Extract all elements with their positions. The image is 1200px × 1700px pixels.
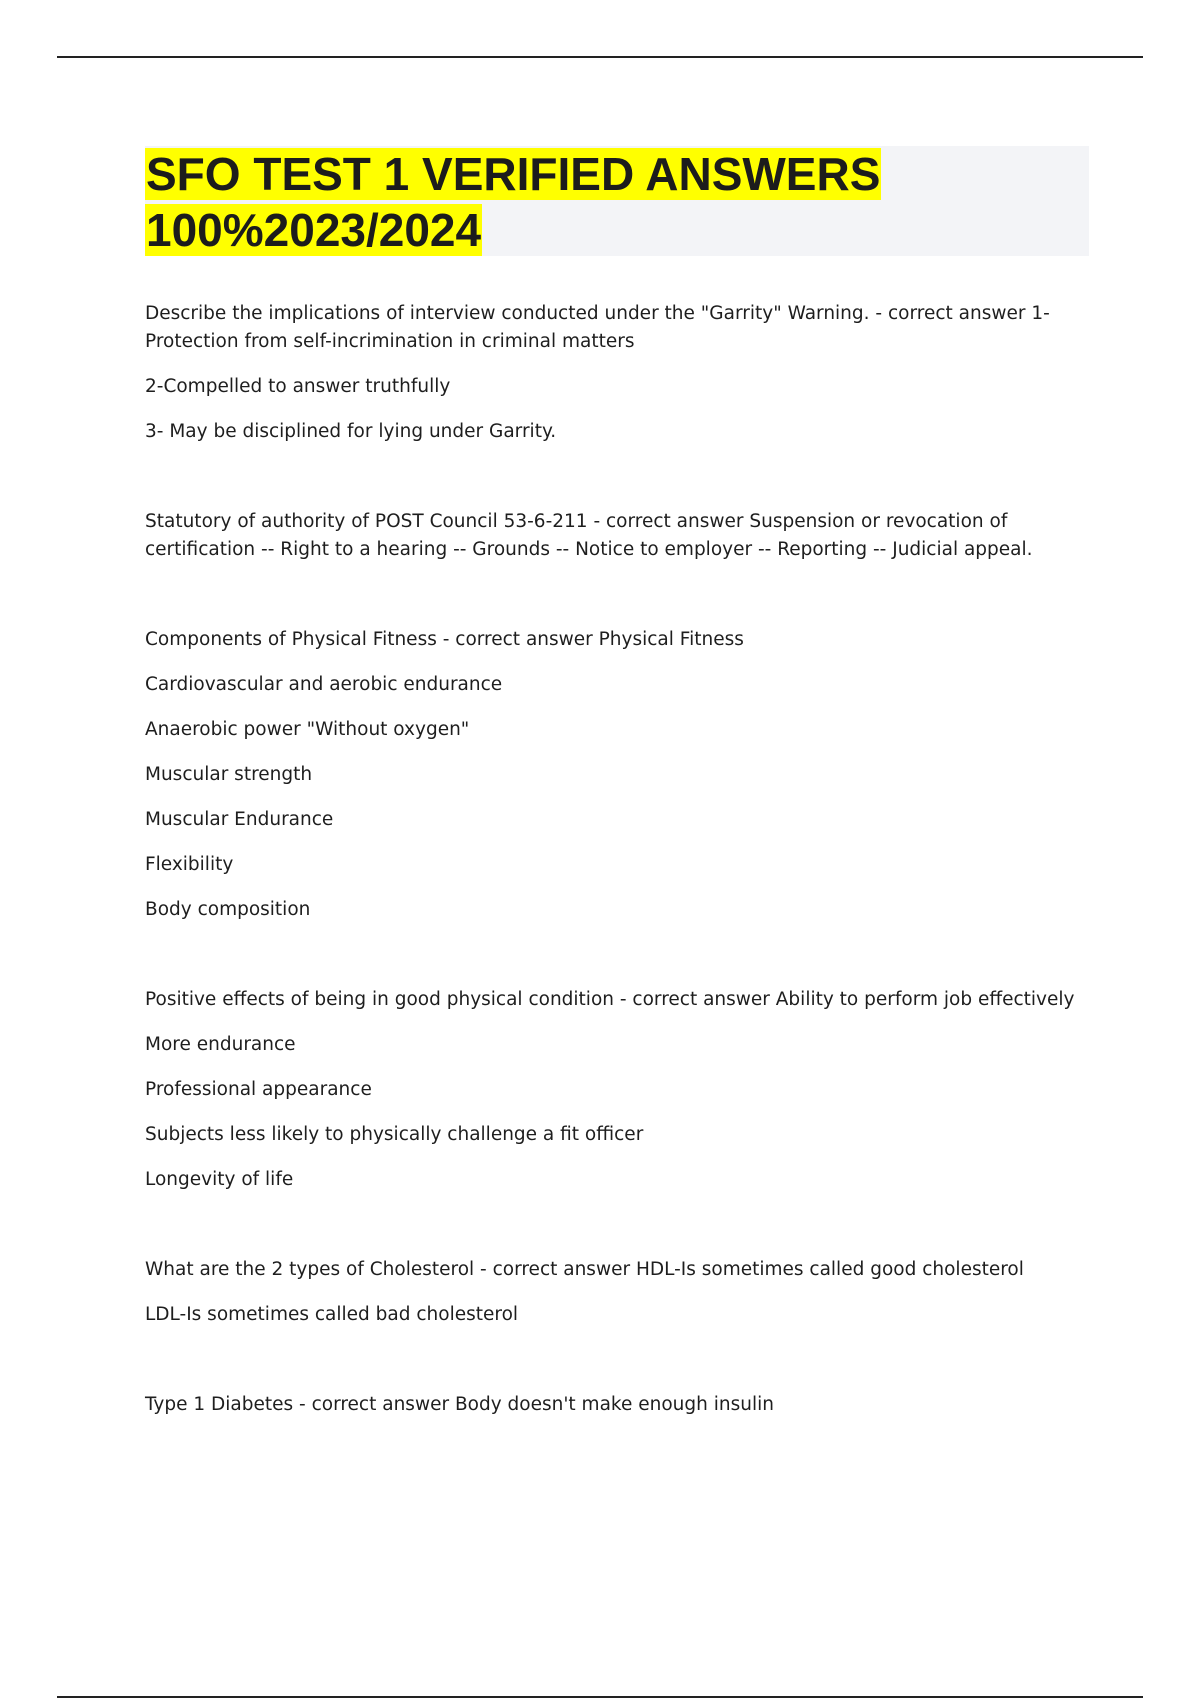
qa-item [145,1256,1075,1329]
question-answer-line: What are the 2 types of Cholesterol - correct answer HDL-Is sometimes called good cholesterol [145,1259,1024,1280]
title-line-1: SFO TEST 1 VERIFIED ANSWERS [146,148,881,200]
answer-line: Longevity of life [145,1169,294,1190]
item-separator [145,1211,1075,1256]
answer-line: Muscular Endurance [145,809,334,830]
question-answer-line: Components of Physical Fitness - correct answer Physical Fitness [145,629,744,650]
question-answer-line: Type 1 Diabetes - correct answer Body doesn't make enough insulin [145,1394,774,1415]
item-separator [145,1346,1075,1391]
answer-line: More endurance [145,1034,296,1055]
answer-line: Flexibility [145,854,234,875]
answer-line: Anaerobic power "Without oxygen" [145,719,470,740]
qa-item [145,1391,1075,1419]
item-separator [145,581,1075,626]
answer-line: Subjects less likely to physically challenge a fit officer [145,1124,644,1145]
title-block [145,146,1089,256]
bottom-rule [57,1696,1143,1698]
question-answer-line: Positive effects of being in good physical condition - correct answer Ability to perform job effectively [145,989,1075,1010]
answer-line: LDL-Is sometimes called bad cholesterol [145,1304,519,1325]
item-separator [145,463,1075,508]
document-body [145,300,1075,1436]
answer-line: Body composition [145,899,311,920]
answer-line: Muscular strength [145,764,313,785]
qa-item [145,626,1075,924]
item-separator [145,941,1075,986]
question-answer-line: Statutory of authority of POST Council 53-6-211 - correct answer Suspension or revocation of certification -- Right to a hearing -- Grounds -- Notice to employer -- Reporting -- Judicial appeal. [145,511,1033,560]
answer-line: 2-Compelled to answer truthfully [145,376,451,397]
document-title [145,146,1089,258]
answer-line: Cardiovascular and aerobic endurance [145,674,503,695]
qa-item [145,508,1075,564]
title-line-2: 100%2023/2024 [146,204,482,256]
qa-item [145,300,1075,446]
top-rule [57,56,1143,58]
answer-line: Professional appearance [145,1079,372,1100]
answer-line: 3- May be disciplined for lying under Garrity. [145,421,557,442]
qa-item [145,986,1075,1194]
question-answer-line: Describe the implications of interview conducted under the "Garrity" Warning. - correct answer 1-Protection from self-incrimination in criminal matters [145,303,1050,352]
